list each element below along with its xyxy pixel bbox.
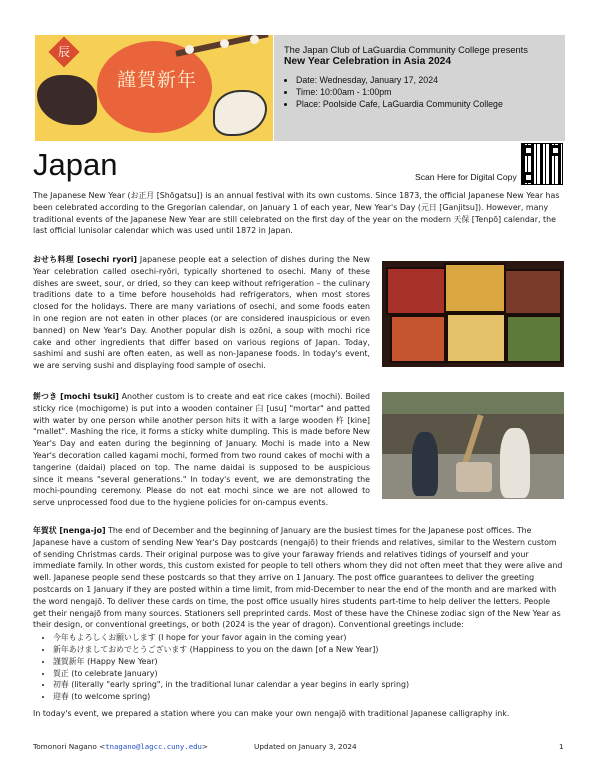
footer-author: Tomonori Nagano <tnagano@lagcc.cuny.edu> [33, 742, 209, 751]
list-item: • 今年もよろしくお願いします (I hope for your favor again in the coming year) [53, 632, 565, 644]
list-item: • 謹賀新年 (Happy New Year) [53, 656, 565, 668]
event-time: • Time: 10:00am - 1:00pm [296, 86, 555, 98]
list-item: • 迎春 (to welcome spring) [53, 691, 565, 703]
blossom-icon [185, 45, 194, 54]
dragon-icon [37, 75, 97, 125]
mochi-term: 餅つき [mochi tsuki] [33, 392, 119, 401]
event-info-box [274, 35, 565, 141]
nenga-text: The end of December and the beginning of January are the busiest times for the Japanese post offices. The Japanese have a custom of sending New Year's Day postcards (nengajō) to their friends and relatives, similar to the Western custom of sending Christmas cards. Their original purpose was to give your faraway friends and relatives tidings of yourself and your immediate family. In other words, this custom existed for people to tell others whom they did not often meet that they were alive and well. Japanese people send these postcards so that they arrive on 1 January. The post office guarantees to deliver the greeting postcards on 1 January if they are posted within a time limit, from mid-December to near the end of the month and are marked with the word nengajō. To deliver these cards on time, the post office usually hires students part-time to help deliver the letters. People get their nengajō from many sources. Stationers sell preprinted cards. Most of these have the Chinese zodiac sign of the New Year as their design, or conventional greetings, or both (2024 is the year of dragon). Conventional greetings include: [33, 526, 563, 630]
blossom-icon [250, 35, 259, 44]
greetings-list [33, 632, 565, 703]
blossom-icon [220, 39, 229, 48]
nenga-paragraph [33, 525, 565, 631]
qr-caption: Scan Here for Digital Copy [415, 172, 517, 182]
author-email-link[interactable]: tnagano@lagcc.cuny.edu [105, 742, 202, 751]
list-item: • 新年あけましておめでとうございます (Happiness to you on the dawn [of a New Year]) [53, 644, 565, 656]
kite-char: 辰 [57, 44, 71, 59]
osechi-paragraph [33, 254, 370, 372]
osechi-term: おせち料理 [osechi ryori] [33, 255, 138, 264]
event-title: New Year Celebration in Asia 2024 [284, 56, 452, 67]
dragon-icon [213, 90, 267, 136]
event-place: • Place: Poolside Cafe, LaGuardia Community College [296, 98, 555, 110]
page-number: 1 [559, 742, 564, 751]
osechi-text: Japanese people eat a selection of dishes during the New Year celebration called osechi-ryōri, typically shortened to osechi. Many of these dishes are sweet, sour, or dried, so they can keep without refrigeration – the culinary traditions date to a time before households had refrigerators, when most stores closed for the holidays. There are many variations of osechi, and some foods eaten in one region are not eaten in other places (or are considered inauspicious or even banned) on New Year's Day. Another popular dish is ozōni, a soup with mochi rice cake and other ingredients that differ based on various regions of Japan. Today, sashimi and sushi are often eaten, as well as non-Japanese foods. In today's event, we are serving sushi and displaying food sample of osechi. [33, 255, 370, 371]
event-details [284, 74, 555, 110]
nenga-term: 年賀状 [nenga-jo] [33, 526, 106, 535]
intro-paragraph: The Japanese New Year (お正月 [Shōgatsu]) is an annual festival with its own customs. Since 1873, the official Japanese New Year has been celebrated according to the Gregorian calendar, on January 1 of each year, New Year's Day (元日 [Ganjitsu]). However, many traditional events of the Japanese New Year are still celebrated on the first day of the year on the modern 天保 [Tenpō] calendar, the last official lunisolar calendar which was used until 1872 in Japan. [33, 191, 560, 236]
list-item: • 初春 (literally "early spring", in the traditional lunar calendar a year begins in early spring) [53, 679, 565, 691]
mochi-photo [382, 392, 564, 499]
presenter-line: The Japan Club of LaGuardia Community College presents [284, 45, 528, 55]
qr-code-icon[interactable] [521, 143, 563, 185]
banner-image [35, 35, 273, 141]
banner-kanji: 謹賀新年 [116, 69, 197, 91]
footer-updated: Updated on January 3, 2024 [254, 742, 357, 751]
mochi-text: Another custom is to create and eat rice cakes (mochi). Boiled sticky rice (mochigome) is put into a wooden container 臼 [usu] "mortar" and patted with water by one person while another person hits it with a large wooden 杵 [kine] "mallet". Mashing the rice, it forms a sticky white dumpling. This is made before New Year's Day and eaten during the beginning of January. Mochi is made into a New Year's decoration called kagami mochi, formed from two round cakes of mochi with a tangerine (daidai) placed on top. The name daidai is supposed to be auspicious since it means "several generations." In today's event, we are demonstrating the mochi-pounding ceremony. Please do not eat mochi since we are not allowed to serve unprocessed food due to the hygiene policies for on-campus events. [33, 392, 370, 508]
page-title: Japan [33, 147, 118, 182]
list-item: • 賀正 (to celebrate January) [53, 668, 565, 680]
closing-paragraph: In today's event, we prepared a station where you can make your own nengajō with traditional Japanese calligraphy ink. [33, 709, 510, 718]
nenga-section [33, 525, 565, 703]
event-date: • Date: Wednesday, January 17, 2024 [296, 74, 555, 86]
mochi-paragraph [33, 391, 370, 509]
osechi-photo [382, 261, 564, 367]
kite-icon [48, 36, 79, 67]
